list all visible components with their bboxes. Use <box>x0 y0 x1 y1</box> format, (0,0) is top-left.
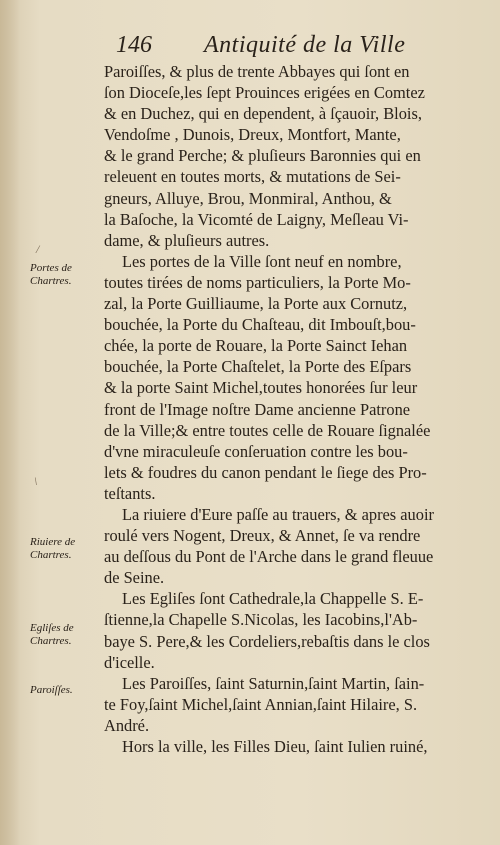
page-gutter-shadow <box>0 0 20 845</box>
text-line: La riuiere d'Eure paſſe au trauers, & apres auoir <box>122 504 434 524</box>
text-line: toutes tirées de noms particuliers, la Porte Mo- <box>104 272 411 292</box>
text-line: de la Ville;& entre toutes celle de Rouare ſignalée <box>104 420 431 440</box>
text-line: lets & foudres du canon pendant le ſiege des Pro- <box>104 462 427 482</box>
text-line: te Foy,ſaint Michel,ſaint Annian,ſaint Hilaire, S. <box>104 694 418 714</box>
margin-tick-mark: \ <box>34 474 38 488</box>
body-text <box>104 61 482 757</box>
text-line: ſon Dioceſe,les ſept Prouinces erigées en Comtez <box>104 83 425 103</box>
text-line: Les portes de la Ville ſont neuf en nombre, <box>122 251 402 271</box>
margin-note-portes: Portes de Chartres. <box>30 262 72 287</box>
text-line: baye S. Pere,& les Cordeliers,rebaſtis dans le clos <box>104 631 430 651</box>
text-line: front de l'Image noſtre Dame ancienne Patrone <box>104 399 411 419</box>
margin-tick-mark: / <box>36 242 40 256</box>
running-title: Antiquité de la Ville <box>204 32 406 58</box>
text-line: bouchée, la Porte Chaſtelet, la Porte des Eſpars <box>104 357 412 377</box>
text-line: André. <box>104 715 150 735</box>
text-line: Les Egliſes ſont Cathedrale,la Chappelle S. E- <box>122 589 424 609</box>
text-line: ſtienne,la Chapelle S.Nicolas, les Iacobins,l'Ab- <box>104 610 418 630</box>
text-line: teſtants. <box>104 483 156 503</box>
margin-notes <box>22 0 104 845</box>
margin-note-paroisses: Paroiſſes. <box>30 684 73 696</box>
text-line: & le grand Perche; & pluſieurs Baronnies qui en <box>104 146 421 166</box>
text-line: gneurs, Alluye, Brou, Monmiral, Anthou, & <box>104 188 392 208</box>
text-line: de Seine. <box>104 568 165 588</box>
text-line: zal, la Porte Guilliaume, la Porte aux Cornutz, <box>104 294 408 314</box>
text-line: dame, & pluſieurs autres. <box>104 230 270 250</box>
text-line: d'vne miraculeuſe conſeruation contre les bou- <box>104 441 408 461</box>
text-line: Les Paroiſſes, ſaint Saturnin,ſaint Martin, ſain- <box>122 673 425 693</box>
text-line: bouchée, la Porte du Chaſteau, dit Imbouſt,bou- <box>104 315 416 335</box>
text-line: chée, la porte de Rouare, la Porte Sainct Iehan <box>104 336 408 356</box>
running-header <box>100 26 480 66</box>
text-line: Hors la ville, les Filles Dieu, ſaint Iulien ruiné, <box>122 737 428 756</box>
margin-note-riuiere: Riuiere de Chartres. <box>30 536 76 561</box>
text-line: au deſſous du Pont de l'Arche dans le grand fleuue <box>104 547 434 567</box>
text-line: roulé vers Nogent, Dreux, & Annet, ſe va rendre <box>104 526 421 546</box>
margin-note-eglises: Egliſes de Chartres. <box>30 622 74 647</box>
text-line: d'icelle. <box>104 652 155 672</box>
text-line: & en Duchez, qui en dependent, à ſçauoir, Blois, <box>104 104 422 124</box>
text-line: Paroiſſes, & plus de trente Abbayes qui ſont en <box>104 62 410 81</box>
page-number: 146 <box>116 32 152 58</box>
text-line: & la porte Saint Michel,toutes honorées ſur leur <box>104 378 418 398</box>
text-line: Vendoſme , Dunois, Dreux, Montfort, Mante, <box>104 125 401 145</box>
text-line: la Baſoche, la Vicomté de Laigny, Meſleau Vi- <box>104 209 409 229</box>
text-line: releuent en toutes morts, & mutations de Sei- <box>104 167 401 187</box>
